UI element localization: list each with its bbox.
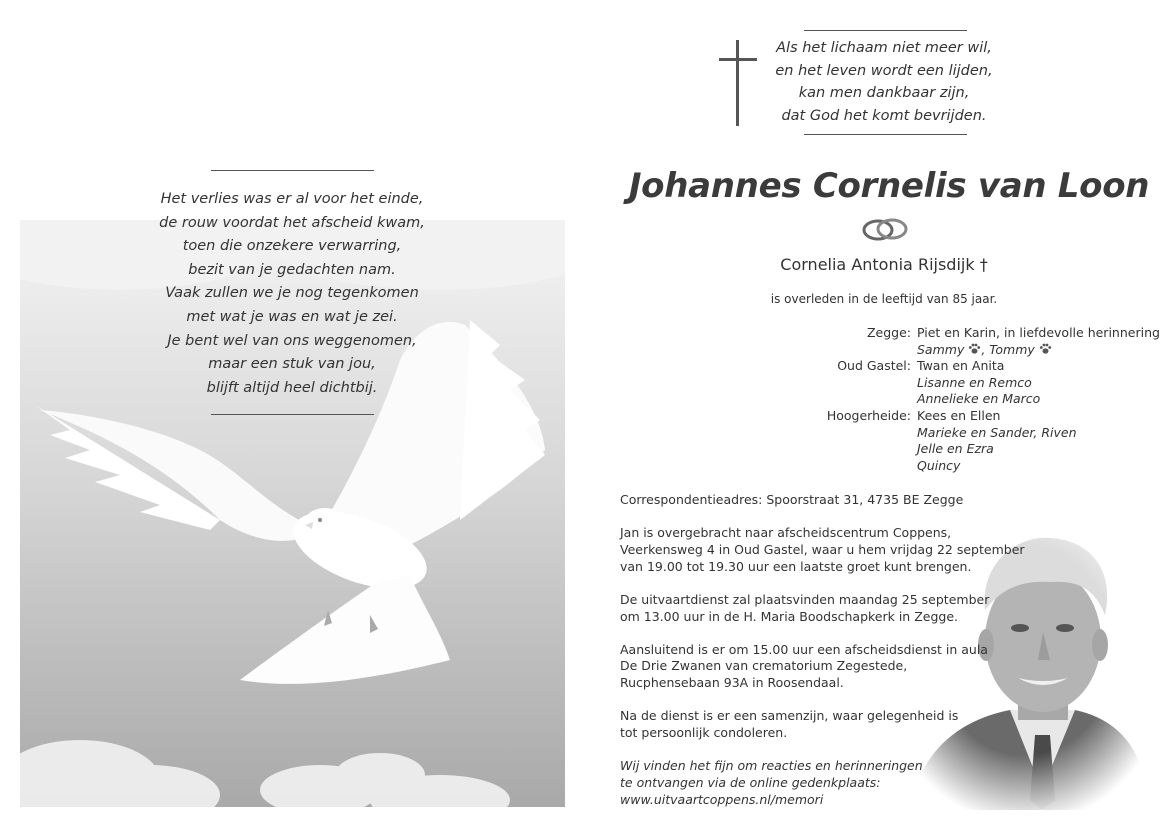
deceased-name: Johannes Cornelis van Loon	[628, 166, 1150, 206]
family-names: Kees en Ellen	[917, 407, 1001, 423]
poem-line: kan men dankbaar zijn,	[798, 85, 970, 101]
family-place	[764, 458, 917, 475]
poem-line: Je bent wel van ons weggenomen,	[167, 332, 417, 349]
cross-icon-bar	[719, 58, 757, 61]
paragraph-viewing	[620, 525, 1025, 575]
family-names: Piet en Karin, in liefdevolle herinnering	[917, 325, 1160, 340]
text-line: Rucphensebaan 93A in Roosendaal.	[620, 675, 844, 691]
family-place: Hoogerheide:	[826, 407, 911, 423]
family-place: Oud Gastel:	[837, 358, 911, 374]
family-place	[764, 342, 917, 359]
family-row	[764, 391, 1160, 408]
pet-name: Sammy	[917, 341, 965, 357]
divider-bottom	[211, 414, 374, 415]
family-row	[764, 441, 1160, 458]
family-place	[764, 441, 917, 458]
poem-line: met wat je was en wat je zei.	[186, 308, 398, 325]
family-names: Lisanne en Remco	[917, 374, 1032, 390]
divider-top	[804, 30, 967, 31]
family-names: Jelle en Ezra	[917, 441, 994, 457]
poem-line: dat God het komt bevrijden.	[781, 107, 987, 124]
family-list	[764, 325, 1160, 474]
poem-line: bezit van je gedachten nam.	[188, 261, 396, 278]
family-row	[764, 375, 1160, 392]
family-names: Annelieke en Marco	[917, 391, 1041, 407]
text-line: De uitvaartdienst zal plaatsvinden maandag 25 september	[620, 591, 990, 607]
family-row	[764, 342, 1160, 359]
poem-line: maar een stuk van jou,	[208, 356, 376, 373]
poem-line: Het verlies was er al voor het einde,	[160, 191, 424, 207]
family-place	[764, 375, 917, 392]
family-names: Twan en Anita	[917, 358, 1005, 374]
left-poem	[120, 188, 464, 400]
poem-line: Vaak zullen we je nog tegenkomen	[165, 285, 419, 302]
spouse-name: Cornelia Antonia Rijsdijk †	[780, 255, 988, 274]
paragraph-service	[620, 592, 990, 625]
family-place	[764, 391, 917, 408]
correspondence-address: Correspondentieadres: Spoorstraat 31, 4735 BE Zegge	[620, 492, 964, 507]
right-page	[584, 0, 1169, 827]
poem-line: toen die onzekere verwarring,	[182, 238, 402, 255]
paragraph-cremation	[620, 642, 990, 692]
text-line: Wij vinden het fijn om reacties en herinneringen	[620, 758, 923, 774]
divider-bottom	[804, 134, 967, 135]
right-poem	[774, 37, 994, 127]
text-line: De Drie Zwanen van crematorium Zegestede,	[620, 658, 908, 674]
text-line: Jan is overgebracht naar afscheidscentrum Coppens,	[620, 525, 952, 541]
family-names: Quincy	[917, 457, 961, 473]
text-line: tot persoonlijk condoleren.	[620, 725, 788, 741]
divider-top	[211, 170, 374, 171]
text-line: Aansluitend is er om 15.00 uur een afscheidsdienst in aula	[620, 641, 988, 657]
notice-text	[620, 492, 1025, 825]
poem-line: Als het lichaam niet meer wil,	[776, 40, 992, 56]
paw-icon	[968, 343, 981, 355]
family-names	[917, 342, 1052, 359]
text-line: om 13.00 uur in de H. Maria Boodschapkerk in Zegge.	[620, 608, 958, 624]
text-line: te ontvangen via de online gedenkplaats:	[620, 774, 881, 790]
poem-line: en het leven wordt een lijden,	[775, 62, 993, 79]
paw-icon	[1039, 343, 1052, 355]
family-row	[764, 425, 1160, 442]
text-line: van 19.00 tot 19.30 uur een laatste groet kunt brengen.	[620, 558, 972, 574]
text-line: Na de dienst is er een samenzijn, waar gelegenheid is	[620, 708, 959, 724]
memorial-link[interactable]: www.uitvaartcoppens.nl/memori	[620, 791, 824, 807]
family-row	[764, 408, 1160, 425]
family-row	[764, 325, 1160, 342]
poem-line: blijft altijd heel dichtbij.	[206, 379, 378, 396]
wedding-rings-icon	[860, 214, 910, 244]
family-place	[764, 425, 917, 442]
paragraph-online	[620, 758, 990, 808]
paragraph-condolence	[620, 708, 990, 741]
poem-line: de rouw voordat het afscheid kwam,	[159, 214, 425, 231]
left-page	[0, 0, 584, 827]
family-names: Marieke en Sander, Riven	[917, 424, 1077, 440]
family-place: Zegge:	[866, 325, 911, 340]
cross-icon	[736, 40, 739, 126]
text-line: Veerkensweg 4 in Oud Gastel, waar u hem vrijdag 22 september	[620, 541, 1025, 557]
pet-name: , Tommy	[981, 341, 1035, 357]
age-text: is overleden in de leeftijd van 85 jaar.	[770, 292, 998, 306]
family-row	[764, 358, 1160, 375]
family-row	[764, 458, 1160, 475]
